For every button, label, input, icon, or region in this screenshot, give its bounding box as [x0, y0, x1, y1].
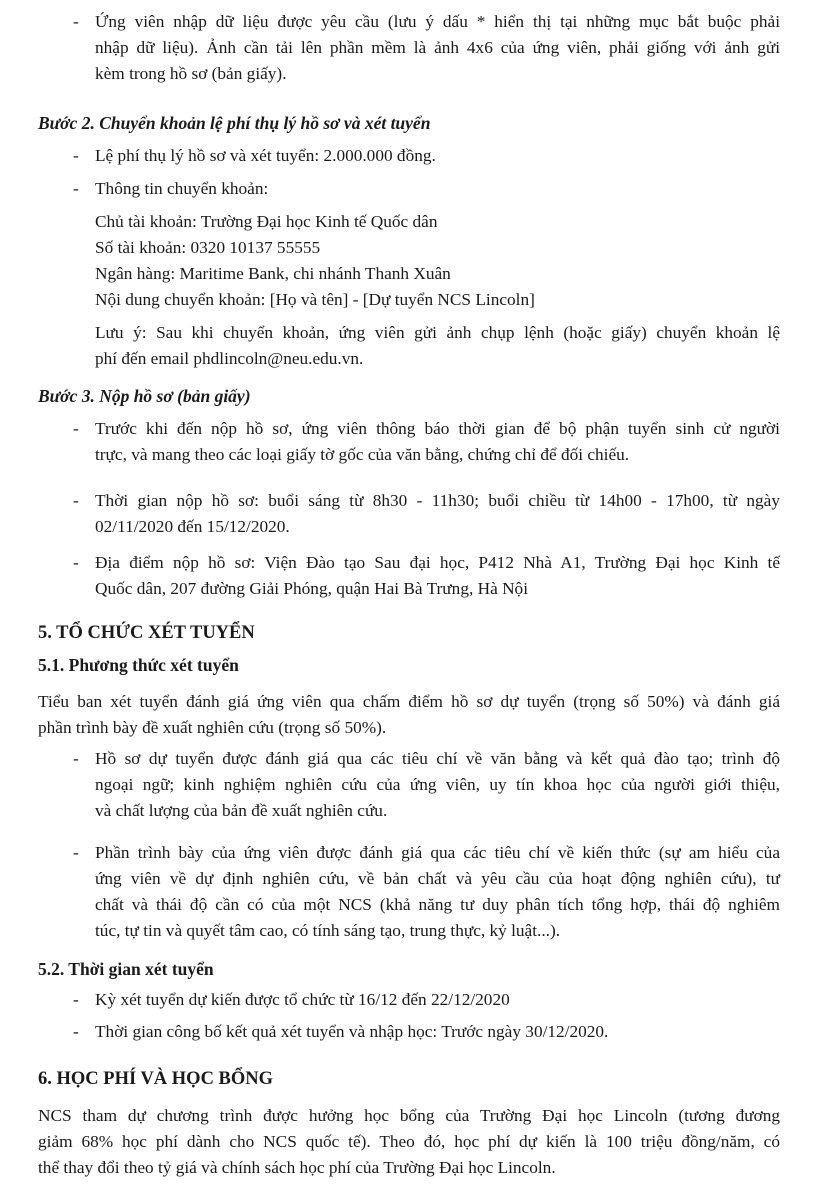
step2-heading: Bước 2. Chuyển khoản lệ phí thụ lý hồ sơ và xét tuyển: [38, 113, 431, 133]
section5-1-heading: 5.1. Phương thức xét tuyển: [38, 655, 239, 675]
text-line: chất và thái độ cần có của một NCS (khả năng tư duy phân tích tổng hợp, thái độ nghiêm: [95, 895, 780, 914]
section5-1-intro: [38, 689, 780, 741]
text-line: phần trình bày đề xuất nghiên cứu (trọng số 50%).: [38, 718, 387, 737]
transfer-content: Nội dung chuyển khoản: [Họ và tên] - [Dự tuyển NCS Lincoln]: [95, 290, 535, 309]
text-line: Trước khi đến nộp hồ sơ, ứng viên thông báo thời gian để bộ phận tuyển sinh cử người: [95, 419, 780, 438]
bullet-dash: -: [73, 990, 79, 1009]
section5-2-heading: 5.2. Thời gian xét tuyển: [38, 959, 214, 979]
text-line: Phần trình bày của ứng viên được đánh giá qua các tiêu chí về kiến thức (sự am hiểu của: [95, 843, 780, 862]
text-line: kèm trong hồ sơ (bản giấy).: [95, 64, 287, 83]
account-number: Số tài khoản: 0320 10137 55555: [95, 238, 321, 257]
text-line: Tiểu ban xét tuyển đánh giá ứng viên qua chấm điểm hồ sơ dự tuyển (trọng số 50%) và đánh giá: [38, 692, 780, 711]
bullet-dash: -: [73, 179, 79, 198]
bullet-dash: -: [73, 1022, 79, 1041]
bullet-dash: -: [73, 843, 79, 862]
section6-body: [38, 1103, 780, 1181]
text-line: giảm 68% học phí dành cho NCS quốc tế). Theo đó, học phí dự kiến là 100 triệu đồng/năm, có: [38, 1132, 780, 1151]
text-line: Quốc dân, 207 đường Giải Phóng, quận Hai Bà Trưng, Hà Nội: [95, 579, 528, 598]
text-line: thể thay đổi theo tỷ giá và chính sách học phí của Trường Đại học Lincoln.: [38, 1158, 556, 1177]
text-line: NCS tham dự chương trình được hưởng học bổng của Trường Đại học Lincoln (tương đương: [38, 1106, 780, 1125]
fee-text: Lệ phí thụ lý hồ sơ và xét tuyển: 2.000.000 đồng.: [95, 146, 436, 165]
text-line: ứng viên về dự định nghiên cứu, về bản chất và yêu cầu của hoạt động nghiên cứu), tư: [95, 869, 780, 888]
account-holder: Chủ tài khoản: Trường Đại học Kinh tế Quốc dân: [95, 212, 438, 231]
bullet-dash: -: [73, 491, 79, 510]
text-line: túc, tự tin và quyết tâm cao, có tính sáng tạo, trung thực, kỷ luật...).: [95, 921, 561, 940]
text-line: ngoại ngữ; kinh nghiệm nghiên cứu của ứng viên, uy tín khoa học của người giới thiệu,: [95, 775, 780, 794]
bullet-dash: -: [73, 12, 79, 31]
text-line: Địa điểm nộp hồ sơ: Viện Đào tạo Sau đại học, P412 Nhà A1, Trường Đại học Kinh tế: [95, 553, 780, 572]
text-line: nhập dữ liệu). Ảnh cần tải lên phần mềm là ảnh 4x6 của ứng viên, phải giống với ảnh gửi: [95, 38, 780, 57]
section5-heading: 5. TỔ CHỨC XÉT TUYỂN: [38, 623, 255, 643]
bullet-dash: -: [73, 419, 79, 438]
section6-heading: 6. HỌC PHÍ VÀ HỌC BỔNG: [38, 1069, 274, 1089]
text-line: 02/11/2020 đến 15/12/2020.: [95, 517, 290, 536]
text-line: Kỳ xét tuyển dự kiến được tổ chức từ 16/12 đến 22/12/2020: [95, 990, 510, 1009]
text-line: Ứng viên nhập dữ liệu được yêu cầu (lưu ý dấu * hiển thị tại những mục bắt buộc phải: [95, 12, 780, 31]
bullet-dash: -: [73, 553, 79, 572]
bullet-dash: -: [73, 146, 79, 165]
text-line: Thời gian công bố kết quả xét tuyển và nhập học: Trước ngày 30/12/2020.: [95, 1022, 609, 1041]
text-line: trực, và mang theo các loại giấy tờ gốc của văn bằng, chứng chỉ để đối chiếu.: [95, 445, 630, 464]
bank-name: Ngân hàng: Maritime Bank, chi nhánh Thanh Xuân: [95, 264, 451, 283]
text-line: Thời gian nộp hồ sơ: buổi sáng từ 8h30 - 11h30; buổi chiều từ 14h00 - 17h00, từ ngày: [95, 491, 780, 510]
bullet-dash: -: [73, 749, 79, 768]
text-line: và chất lượng của bản đề xuất nghiên cứu.: [95, 801, 388, 820]
transfer-info-label: Thông tin chuyển khoản:: [95, 179, 269, 198]
text-line: Lưu ý: Sau khi chuyển khoản, ứng viên gửi ảnh chụp lệnh (hoặc giấy) chuyển khoản lệ: [95, 323, 780, 342]
text-line: Hồ sơ dự tuyển được đánh giá qua các tiêu chí về văn bằng và kết quả đào tạo; trình độ: [95, 749, 780, 768]
step3-heading: Bước 3. Nộp hồ sơ (bản giấy): [38, 386, 251, 406]
text-line: phí đến email phdlincoln@neu.edu.vn.: [95, 349, 364, 368]
